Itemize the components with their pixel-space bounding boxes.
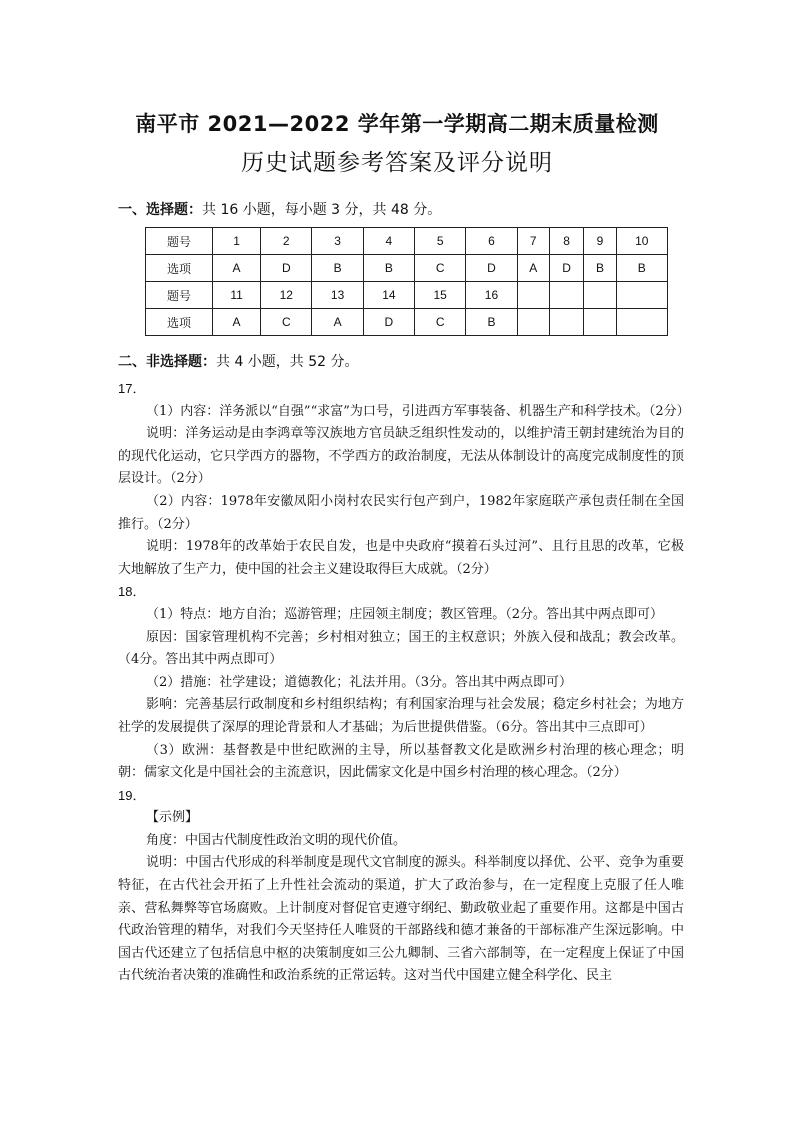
table-cell: 9 (584, 228, 616, 255)
row-header: 选项 (146, 255, 213, 282)
table-cell: B (363, 255, 414, 282)
table-cell: D (261, 255, 312, 282)
table-cell: 12 (261, 282, 312, 309)
table-cell: B (616, 255, 667, 282)
table-cell: 11 (213, 282, 261, 309)
table-cell: C (261, 309, 312, 336)
table-cell: D (549, 255, 584, 282)
paragraph: （2）内容：1978年安徽凤阳小岗村农民实行包产到户，1982年家庭联产承包责任制在全国推行。（2分） (118, 493, 684, 532)
paragraph: （1）特点：地方自治；巡游管理；庄园领主制度；教区管理。（2分。答出其中两点即可） (146, 606, 664, 622)
paragraph: 原因：国家管理机构不完善；乡村相对独立；国王的主权意识；外族入侵和战乱；教会改革。（4分。答出其中两点即可） (118, 629, 684, 668)
section-1-heading (118, 199, 441, 219)
table-cell: 8 (549, 228, 584, 255)
table-cell: A (517, 255, 549, 282)
table-cell: 10 (616, 228, 667, 255)
table-cell (584, 282, 616, 309)
table-row (146, 309, 668, 336)
paragraph: （1）内容：洋务派以“自强”“求富”为口号，引进西方军事装备、机器生产和科学技术。（2分） (146, 403, 690, 419)
table-cell: 6 (466, 228, 517, 255)
row-header: 题号 (146, 228, 213, 255)
section-2-label: 二、非选择题： (118, 354, 216, 370)
table-cell: 1 (213, 228, 261, 255)
paragraph: 角度：中国古代制度性政治文明的现代价值。 (146, 832, 407, 848)
table-cell: 2 (261, 228, 312, 255)
paragraph: （2）措施：社学建设；道德教化；礼法并用。（3分。答出其中两点即可） (146, 674, 573, 690)
question-number: 17． (118, 381, 146, 396)
question-number: 18． (118, 584, 146, 600)
table-cell: 3 (312, 228, 363, 255)
table-row (146, 255, 668, 282)
answer-table (145, 227, 668, 336)
table-cell (616, 282, 667, 309)
table-cell: C (415, 309, 466, 336)
paragraph: 说明：中国古代形成的科举制度是现代文官制度的源头。科举制度以择优、公平、竞争为重要特征，在古代社会开拓了上升性社会流动的渠道，扩大了政治参与，在一定程度上克服了任人唯亲、营私舞弊等官场腐败。上计制度对督促官吏遵守纲纪、勤政敬业起了重要作用。这都是中国古代政治管理的精华，对我们今天坚持任人唯贤的干部路线和德才兼备的干部标准产生深远影响。中国古代还建立了包括信息中枢的决策制度如三公九卿制、三省六部制等，在一定程度上保证了中国古代统治者决策的准确性和政治系统的正常运转。这对当代中国建立健全科学化、民主 (118, 855, 684, 984)
table-cell (517, 282, 549, 309)
table-cell: 4 (363, 228, 414, 255)
table-cell: 13 (312, 282, 363, 309)
answer-body (118, 378, 690, 988)
table-cell: 5 (415, 228, 466, 255)
paragraph: 影响：完善基层行政制度和乡村组织结构；有利国家治理与社会发展；稳定乡村社会；为地方社学的发展提供了深厚的理论背景和人才基础；为后世提供借鉴。（6分。答出其中三点即可） (118, 697, 684, 735)
paragraph: （3）欧洲：基督教是中世纪欧洲的主导，所以基督教文化是欧洲乡村治理的核心理念；明朝：儒家文化是中国社会的主流意识，因此儒家文化是中国乡村治理的核心理念。（2分） (118, 742, 684, 781)
section-1-desc: 共 16 小题，每小题 3 分，共 48 分。 (202, 202, 442, 218)
table-row (146, 282, 668, 309)
section-1-label: 一、选择题： (118, 202, 202, 218)
table-cell: 14 (363, 282, 414, 309)
table-cell: A (213, 309, 261, 336)
paragraph: 说明：洋务运动是由李鸿章等汉族地方官员缺乏组织性发动的，以维护清王朝封建统治为目的的现代化运动，它只学西方的器物，不学西方的政治制度，无法从体制设计的高度完成制度性的顶层设计。（2分） (118, 426, 684, 487)
table-cell: B (584, 255, 616, 282)
table-cell: D (466, 255, 517, 282)
table-cell (616, 309, 667, 336)
table-cell: C (415, 255, 466, 282)
question-number: 19． (118, 787, 146, 803)
table-cell: D (363, 309, 414, 336)
table-cell (549, 282, 584, 309)
table-cell (584, 309, 616, 336)
table-cell: A (312, 309, 363, 336)
table-cell: 7 (517, 228, 549, 255)
table-cell: B (466, 309, 517, 336)
table-cell: 15 (415, 282, 466, 309)
section-2-heading (118, 351, 359, 371)
table-cell (549, 309, 584, 336)
table-cell (517, 309, 549, 336)
example-heading: 【示例】 (146, 810, 199, 826)
row-header: 选项 (146, 309, 213, 336)
row-header: 题号 (146, 282, 213, 309)
table-cell: 16 (466, 282, 517, 309)
section-2-desc: 共 4 小题，共 52 分。 (216, 354, 359, 370)
table-cell: A (213, 255, 261, 282)
table-row (146, 228, 668, 255)
table-cell: B (312, 255, 363, 282)
page-subtitle: 历史试题参考答案及评分说明 (241, 150, 553, 176)
page-title: 南平市 2021—2022 学年第一学期高二期末质量检测 (135, 112, 659, 136)
paragraph: 说明：1978年的改革始于农民自发，也是中央政府“摸着石头过河”、且行且思的改革，它极大地解放了生产力，使中国的社会主义建设取得巨大成就。（2分） (118, 539, 684, 577)
